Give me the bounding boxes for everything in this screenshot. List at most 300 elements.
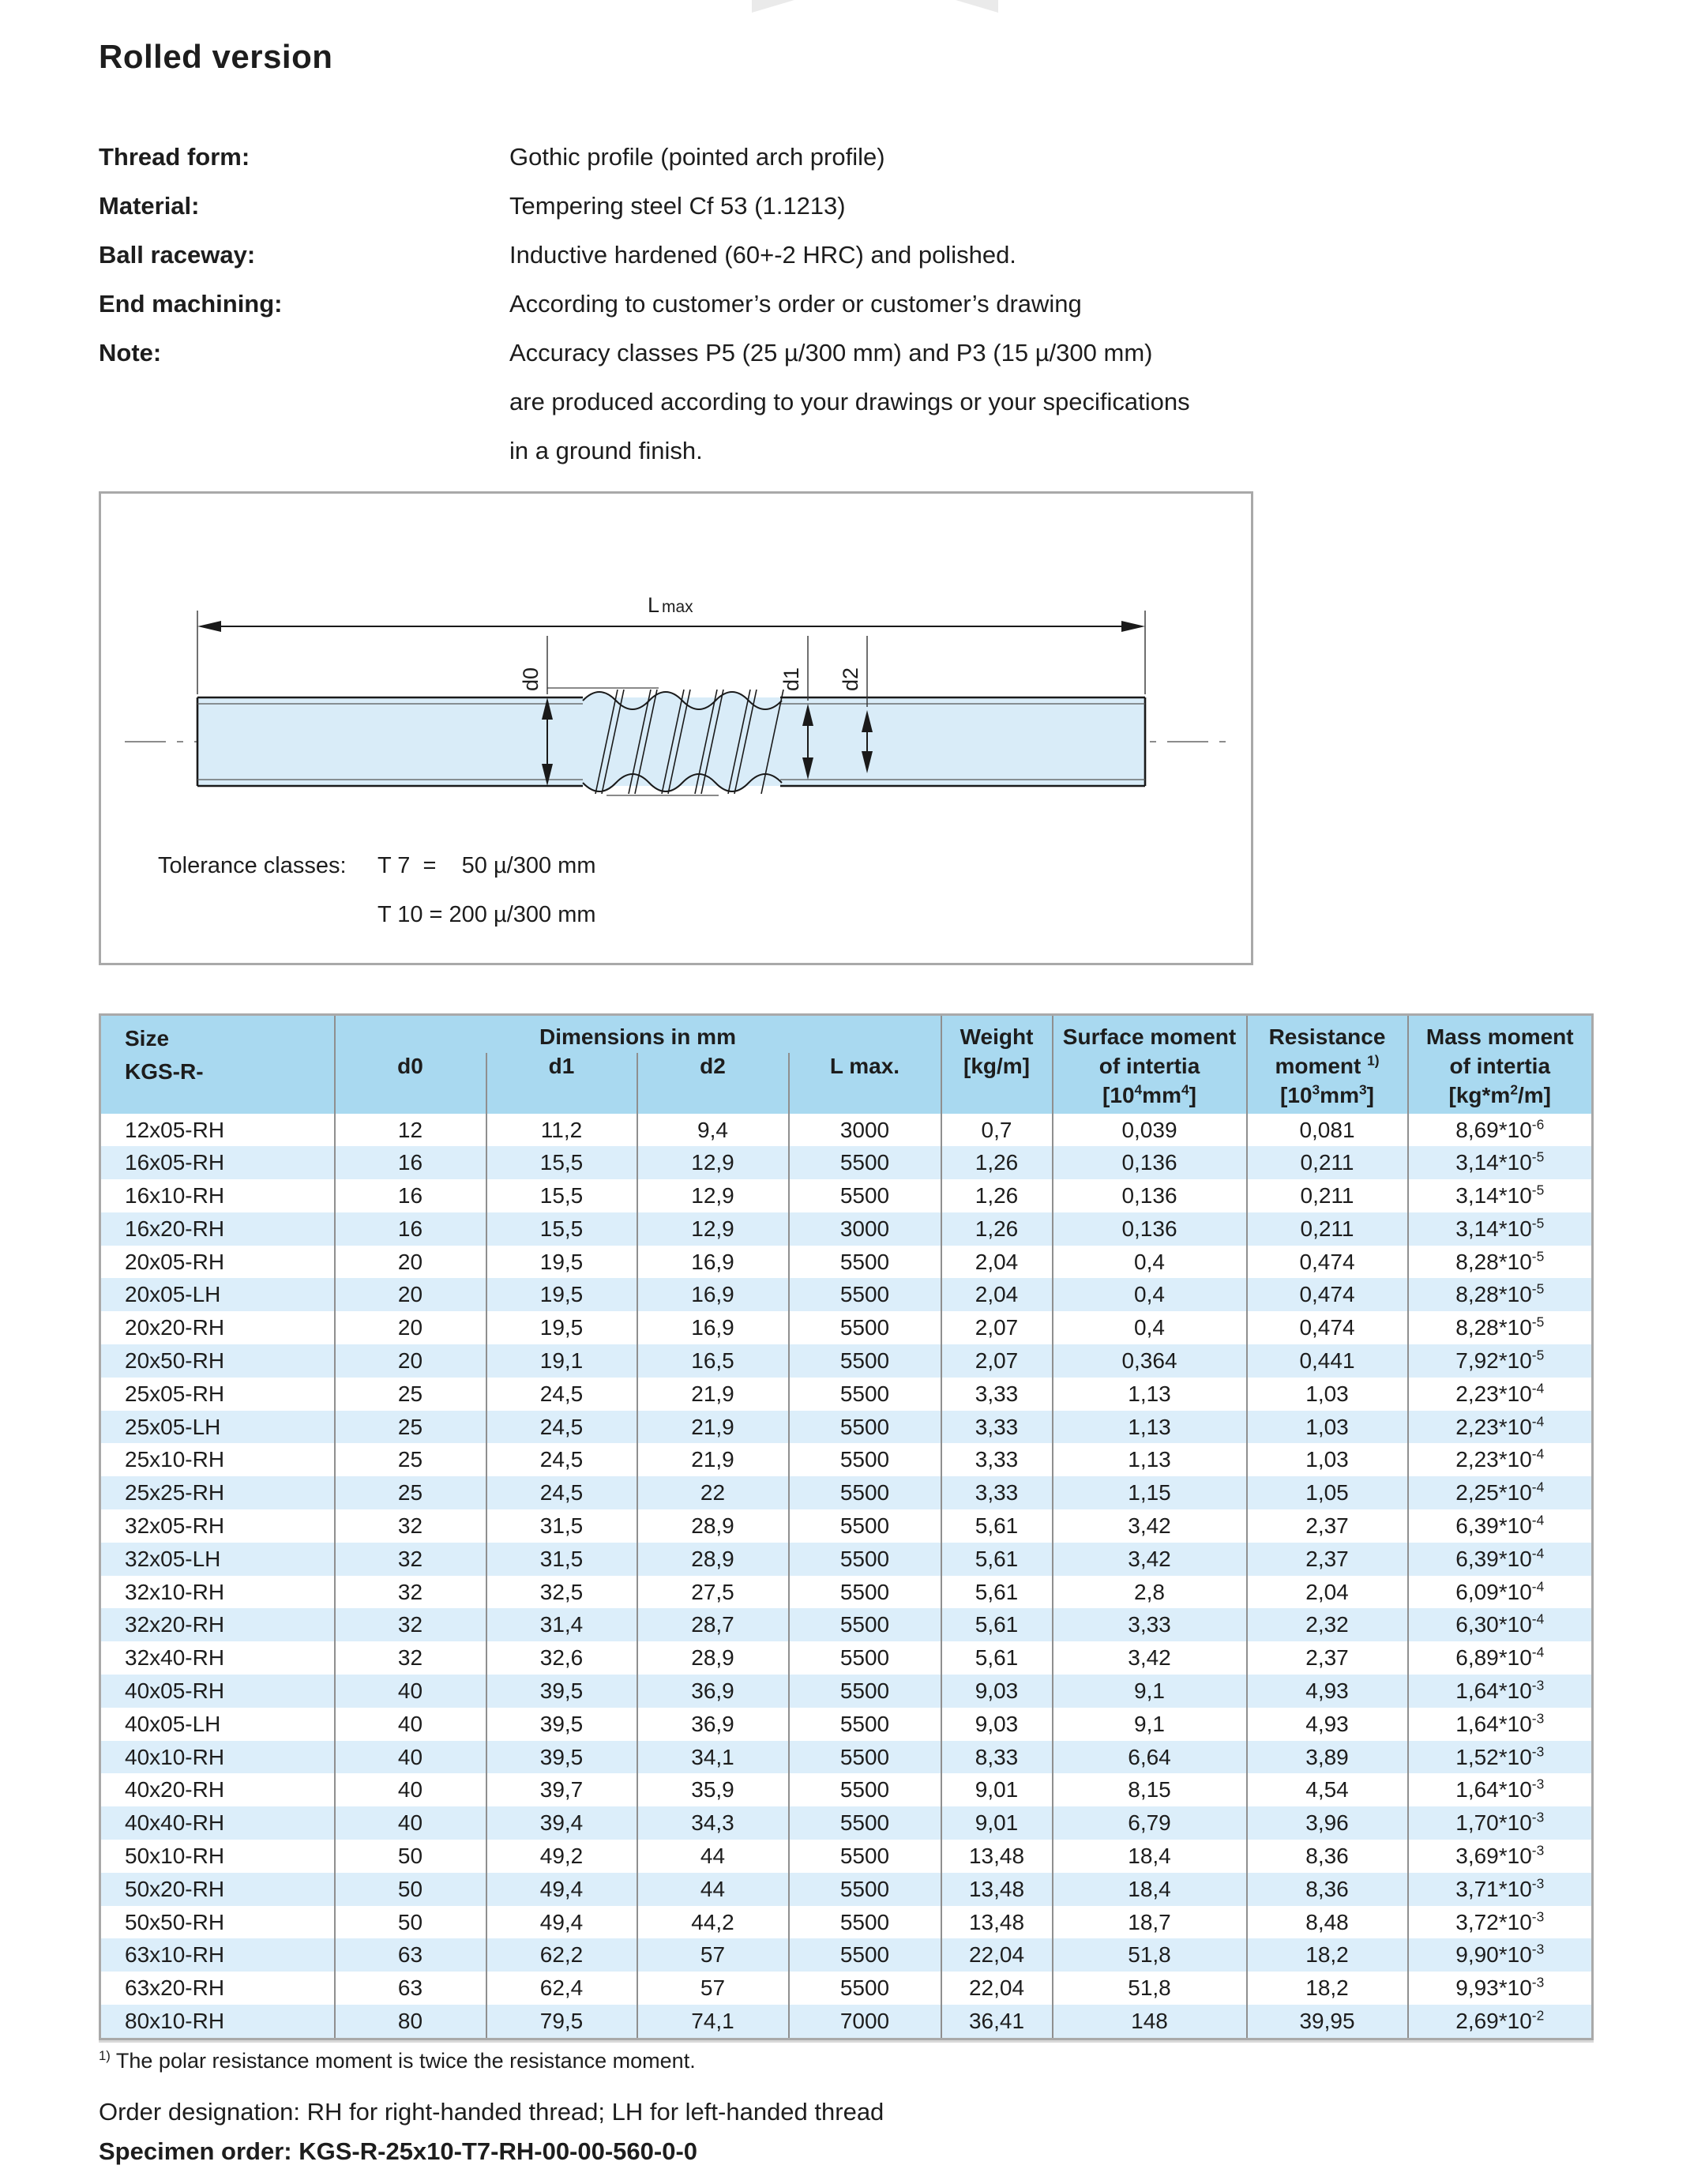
value-cell: $6,39*10^{-4}$ <box>1408 1543 1593 1576</box>
size-cell: 20x05-RH <box>125 1249 225 1274</box>
value-cell: 19,5 <box>486 1278 637 1311</box>
table-body <box>100 1114 1593 2039</box>
value-cell: 2,04 <box>941 1278 1053 1311</box>
value-cell: 63 <box>335 1972 486 2005</box>
table-row <box>100 1311 1593 1344</box>
value-cell: $2,23*10^{-4}$ <box>1408 1443 1593 1476</box>
value-cell: 25 <box>335 1443 486 1476</box>
value-cell: 5500 <box>789 1476 941 1509</box>
size-cell: 12x05-RH <box>125 1117 225 1142</box>
value-cell: 0,364 <box>1053 1344 1247 1378</box>
size-cell: 50x50-RH <box>125 1909 225 1934</box>
table-row <box>100 1378 1593 1411</box>
value-cell: $6,30*10^{-4}$ <box>1408 1608 1593 1641</box>
value-cell: 5500 <box>789 1246 941 1279</box>
value-cell: 0,136 <box>1053 1212 1247 1246</box>
value-cell: 13,48 <box>941 1840 1053 1873</box>
value-cell: 18,4 <box>1053 1840 1247 1873</box>
header-weight: Weight [kg/m] <box>941 1015 1053 1114</box>
table-row <box>100 1806 1593 1840</box>
value-cell: 62,4 <box>486 1972 637 2005</box>
value-cell: 8,36 <box>1247 1840 1408 1873</box>
value-cell: 2,04 <box>941 1246 1053 1279</box>
header-d2: d2 <box>637 1053 789 1114</box>
value-cell: 0,136 <box>1053 1146 1247 1179</box>
table-row <box>100 1212 1593 1246</box>
spec-label: End machining: <box>99 290 283 318</box>
value-cell: 28,9 <box>637 1641 789 1675</box>
value-cell: 74,1 <box>637 2005 789 2039</box>
table-row <box>100 2005 1593 2039</box>
value-cell: 12 <box>335 1114 486 1147</box>
table-row <box>100 1476 1593 1509</box>
value-cell: 1,26 <box>941 1212 1053 1246</box>
value-cell: 13,48 <box>941 1873 1053 1906</box>
value-cell: $1,64*10^{-3}$ <box>1408 1708 1593 1741</box>
d1-label: d1 <box>779 667 803 691</box>
table-row <box>100 1443 1593 1476</box>
value-cell: 6,79 <box>1053 1806 1247 1840</box>
value-cell: 4,93 <box>1247 1675 1408 1708</box>
value-cell: 9,01 <box>941 1806 1053 1840</box>
size-cell: 25x25-RH <box>125 1480 225 1505</box>
value-cell: 5500 <box>789 1146 941 1179</box>
tolerance-label: Tolerance classes: <box>158 853 347 878</box>
value-cell: $6,39*10^{-4}$ <box>1408 1509 1593 1543</box>
value-cell: 21,9 <box>637 1378 789 1411</box>
specimen-order: Specimen order: KGS-R-25x10-T7-RH-00-00-560-0-0 <box>99 2137 698 2165</box>
header-d1: d1 <box>486 1053 637 1114</box>
table-row <box>100 1411 1593 1444</box>
value-cell: 1,03 <box>1247 1411 1408 1444</box>
spec-label: Thread form: <box>99 143 250 171</box>
value-cell: 16 <box>335 1212 486 1246</box>
value-cell: 8,48 <box>1247 1906 1408 1939</box>
value-cell: 3,33 <box>1053 1608 1247 1641</box>
value-cell: 28,9 <box>637 1543 789 1576</box>
size-cell: 16x20-RH <box>125 1216 225 1241</box>
value-cell: 0,081 <box>1247 1114 1408 1147</box>
table-row <box>100 1146 1593 1179</box>
value-cell: $6,09*10^{-4}$ <box>1408 1576 1593 1609</box>
value-cell: 57 <box>637 1938 789 1972</box>
value-cell: $2,23*10^{-4}$ <box>1408 1378 1593 1411</box>
header-surface-moment: Surface moment of intertia $[10^4mm^4]$ <box>1053 1015 1247 1114</box>
table-row <box>100 1246 1593 1279</box>
value-cell: 8,36 <box>1247 1873 1408 1906</box>
value-cell: 2,07 <box>941 1311 1053 1344</box>
value-cell: 50 <box>335 1906 486 1939</box>
value-cell: 25 <box>335 1411 486 1444</box>
value-cell: 18,2 <box>1247 1938 1408 1972</box>
value-cell: 32,5 <box>486 1576 637 1609</box>
header-mass-moment: Mass moment of intertia $[kg*m^2/m]$ <box>1408 1015 1593 1114</box>
value-cell: $2,25*10^{-4}$ <box>1408 1476 1593 1509</box>
value-cell: 5,61 <box>941 1543 1053 1576</box>
value-cell: 5500 <box>789 1411 941 1444</box>
value-cell: 5500 <box>789 1378 941 1411</box>
value-cell: 4,93 <box>1247 1708 1408 1741</box>
value-cell: 9,01 <box>941 1773 1053 1806</box>
value-cell: 3,33 <box>941 1443 1053 1476</box>
value-cell: 49,4 <box>486 1873 637 1906</box>
value-cell: 9,4 <box>637 1114 789 1147</box>
d2-label: d2 <box>839 667 862 691</box>
value-cell: $8,28*10^{-5}$ <box>1408 1246 1593 1279</box>
size-cell: 25x05-LH <box>125 1414 221 1439</box>
value-cell: $3,14*10^{-5}$ <box>1408 1146 1593 1179</box>
value-cell: 1,26 <box>941 1179 1053 1212</box>
value-cell: $3,14*10^{-5}$ <box>1408 1179 1593 1212</box>
watermark-shape <box>0 0 1690 16</box>
note-extra-line: in a ground finish. <box>509 437 703 464</box>
value-cell: 5,61 <box>941 1641 1053 1675</box>
spec-value: According to customer’s order or customer’s drawing <box>509 290 1082 318</box>
screw-shaft-drawing <box>101 494 1251 841</box>
size-cell: 40x05-LH <box>125 1711 221 1736</box>
value-cell: 12,9 <box>637 1179 789 1212</box>
value-cell: 5500 <box>789 1543 941 1576</box>
table-row <box>100 1840 1593 1873</box>
size-cell: 25x05-RH <box>125 1381 225 1406</box>
value-cell: 11,2 <box>486 1114 637 1147</box>
lmax-dimension <box>197 593 1145 694</box>
value-cell: 21,9 <box>637 1411 789 1444</box>
value-cell: $2,23*10^{-4}$ <box>1408 1411 1593 1444</box>
header-lmax: L max. <box>789 1053 941 1114</box>
value-cell: 12,9 <box>637 1146 789 1179</box>
size-cell: 32x20-RH <box>125 1612 225 1637</box>
table-row <box>100 1179 1593 1212</box>
spec-row <box>99 133 1190 182</box>
value-cell: 36,9 <box>637 1675 789 1708</box>
table-row <box>100 1543 1593 1576</box>
value-cell: 5,61 <box>941 1509 1053 1543</box>
table-row <box>100 1773 1593 1806</box>
value-cell: 63 <box>335 1938 486 1972</box>
value-cell: 2,04 <box>1247 1576 1408 1609</box>
value-cell: 0,441 <box>1247 1344 1408 1378</box>
value-cell: 44 <box>637 1873 789 1906</box>
value-cell: 3,33 <box>941 1378 1053 1411</box>
size-cell: 80x10-RH <box>125 2009 225 2034</box>
value-cell: 3,42 <box>1053 1509 1247 1543</box>
value-cell: 0,4 <box>1053 1278 1247 1311</box>
order-designation: Order designation: RH for right-handed thread; LH for left-handed thread <box>99 2098 884 2126</box>
value-cell: 50 <box>335 1873 486 1906</box>
value-cell: $7,92*10^{-5}$ <box>1408 1344 1593 1378</box>
value-cell: 0,136 <box>1053 1179 1247 1212</box>
spec-value: Tempering steel Cf 53 (1.1213) <box>509 192 846 220</box>
table-header <box>100 1015 1593 1114</box>
value-cell: 31,5 <box>486 1509 637 1543</box>
value-cell: 24,5 <box>486 1411 637 1444</box>
spec-row <box>99 182 1190 231</box>
value-cell: 27,5 <box>637 1576 789 1609</box>
value-cell: 31,5 <box>486 1543 637 1576</box>
value-cell: 32 <box>335 1641 486 1675</box>
value-cell: 5500 <box>789 1675 941 1708</box>
size-cell: 50x20-RH <box>125 1876 225 1901</box>
value-cell: 5500 <box>789 1608 941 1641</box>
value-cell: 5500 <box>789 1806 941 1840</box>
value-cell: 39,5 <box>486 1708 637 1741</box>
tolerance-line-2: T 10 = 200 µ/300 mm <box>377 902 596 927</box>
spec-row <box>99 329 1190 378</box>
value-cell: 3,89 <box>1247 1741 1408 1774</box>
value-cell: 3,33 <box>941 1476 1053 1509</box>
value-cell: 5500 <box>789 1741 941 1774</box>
size-cell: 25x10-RH <box>125 1447 225 1472</box>
value-cell: 22,04 <box>941 1972 1053 2005</box>
value-cell: 19,5 <box>486 1246 637 1279</box>
value-cell: 40 <box>335 1741 486 1774</box>
size-cell: 20x50-RH <box>125 1348 225 1374</box>
value-cell: 16 <box>335 1146 486 1179</box>
value-cell: 24,5 <box>486 1443 637 1476</box>
value-cell: 28,9 <box>637 1509 789 1543</box>
value-cell: 57 <box>637 1972 789 2005</box>
value-cell: 36,9 <box>637 1708 789 1741</box>
value-cell: 62,2 <box>486 1938 637 1972</box>
value-cell: 1,13 <box>1053 1443 1247 1476</box>
value-cell: 32 <box>335 1509 486 1543</box>
value-cell: 21,9 <box>637 1443 789 1476</box>
spec-row <box>99 231 1190 280</box>
value-cell: 20 <box>335 1278 486 1311</box>
size-cell: 63x20-RH <box>125 1975 225 2001</box>
header-dimensions-group: Dimensions in mm <box>335 1015 941 1053</box>
size-cell: 20x20-RH <box>125 1315 225 1340</box>
value-cell: 0,211 <box>1247 1179 1408 1212</box>
dimension-table <box>99 1013 1594 2040</box>
d0-label: d0 <box>519 667 543 691</box>
value-cell: 148 <box>1053 2005 1247 2039</box>
value-cell: 19,1 <box>486 1344 637 1378</box>
value-cell: 36,41 <box>941 2005 1053 2039</box>
value-cell: $3,69*10^{-3}$ <box>1408 1840 1593 1873</box>
value-cell: 8,33 <box>941 1741 1053 1774</box>
value-cell: 15,5 <box>486 1212 637 1246</box>
value-cell: 0,474 <box>1247 1311 1408 1344</box>
table-row <box>100 1641 1593 1675</box>
value-cell: 4,54 <box>1247 1773 1408 1806</box>
value-cell: 15,5 <box>486 1179 637 1212</box>
value-cell: $1,64*10^{-3}$ <box>1408 1675 1593 1708</box>
size-cell: 32x05-LH <box>125 1546 221 1571</box>
table-row <box>100 1675 1593 1708</box>
size-cell: 40x40-RH <box>125 1810 225 1836</box>
value-cell: 1,05 <box>1247 1476 1408 1509</box>
value-cell: 20 <box>335 1344 486 1378</box>
value-cell: $8,28*10^{-5}$ <box>1408 1311 1593 1344</box>
value-cell: 2,37 <box>1247 1509 1408 1543</box>
value-cell: $1,70*10^{-3}$ <box>1408 1806 1593 1840</box>
value-cell: 2,37 <box>1247 1641 1408 1675</box>
value-cell: 5,61 <box>941 1576 1053 1609</box>
value-cell: 5500 <box>789 1641 941 1675</box>
size-cell: 40x20-RH <box>125 1777 225 1802</box>
value-cell: 18,7 <box>1053 1906 1247 1939</box>
value-cell: 25 <box>335 1476 486 1509</box>
value-cell: 5500 <box>789 1311 941 1344</box>
value-cell: 49,2 <box>486 1840 637 1873</box>
value-cell: 34,3 <box>637 1806 789 1840</box>
lmax-sub-label: max <box>662 598 693 616</box>
value-cell: 40 <box>335 1675 486 1708</box>
table-row <box>100 1741 1593 1774</box>
value-cell: 1,03 <box>1247 1443 1408 1476</box>
value-cell: 5500 <box>789 1509 941 1543</box>
spec-row <box>99 427 1190 476</box>
value-cell: 39,5 <box>486 1675 637 1708</box>
value-cell: 0,7 <box>941 1114 1053 1147</box>
value-cell: 19,5 <box>486 1311 637 1344</box>
value-cell: 5500 <box>789 1873 941 1906</box>
value-cell: $8,28*10^{-5}$ <box>1408 1278 1593 1311</box>
value-cell: 6,64 <box>1053 1741 1247 1774</box>
header-size: Size KGS-R- <box>100 1015 335 1114</box>
value-cell: $6,89*10^{-4}$ <box>1408 1641 1593 1675</box>
value-cell: 24,5 <box>486 1476 637 1509</box>
value-cell: 3,33 <box>941 1411 1053 1444</box>
value-cell: 2,8 <box>1053 1576 1247 1609</box>
table-row <box>100 1114 1593 1147</box>
spec-label: Note: <box>99 339 162 367</box>
value-cell: 5500 <box>789 1344 941 1378</box>
value-cell: $9,93*10^{-3}$ <box>1408 1972 1593 2005</box>
header-d0: d0 <box>335 1053 486 1114</box>
note-extra-line: are produced according to your drawings or your specifications <box>509 388 1190 415</box>
value-cell: 9,03 <box>941 1675 1053 1708</box>
value-cell: 35,9 <box>637 1773 789 1806</box>
value-cell: $1,52*10^{-3}$ <box>1408 1741 1593 1774</box>
value-cell: 40 <box>335 1708 486 1741</box>
value-cell: 32 <box>335 1608 486 1641</box>
value-cell: 3000 <box>789 1114 941 1147</box>
size-cell: 50x10-RH <box>125 1844 225 1869</box>
value-cell: $3,14*10^{-5}$ <box>1408 1212 1593 1246</box>
value-cell: 5500 <box>789 1179 941 1212</box>
spec-label: Ball raceway: <box>99 241 256 269</box>
value-cell: 0,039 <box>1053 1114 1247 1147</box>
value-cell: 25 <box>335 1378 486 1411</box>
value-cell: $9,90*10^{-3}$ <box>1408 1938 1593 1972</box>
value-cell: 16 <box>335 1179 486 1212</box>
value-cell: 3,42 <box>1053 1543 1247 1576</box>
value-cell: 28,7 <box>637 1608 789 1641</box>
value-cell: 49,4 <box>486 1906 637 1939</box>
value-cell: 13,48 <box>941 1906 1053 1939</box>
value-cell: 1,26 <box>941 1146 1053 1179</box>
value-cell: 79,5 <box>486 2005 637 2039</box>
value-cell: 40 <box>335 1806 486 1840</box>
table-row <box>100 1708 1593 1741</box>
value-cell: 1,13 <box>1053 1378 1247 1411</box>
value-cell: 3,96 <box>1247 1806 1408 1840</box>
size-cell: 63x10-RH <box>125 1942 225 1968</box>
value-cell: 5500 <box>789 1972 941 2005</box>
value-cell: 34,1 <box>637 1741 789 1774</box>
table-row <box>100 1873 1593 1906</box>
value-cell: 39,5 <box>486 1741 637 1774</box>
value-cell: 0,474 <box>1247 1278 1408 1311</box>
size-cell: 32x10-RH <box>125 1579 225 1604</box>
value-cell: 51,8 <box>1053 1972 1247 2005</box>
spec-row <box>99 378 1190 427</box>
value-cell: 8,15 <box>1053 1773 1247 1806</box>
value-cell: $1,64*10^{-3}$ <box>1408 1773 1593 1806</box>
value-cell: 0,211 <box>1247 1212 1408 1246</box>
value-cell: 5500 <box>789 1708 941 1741</box>
technical-drawing <box>99 491 1253 965</box>
value-cell: 16,5 <box>637 1344 789 1378</box>
value-cell: 1,15 <box>1053 1476 1247 1509</box>
value-cell: 51,8 <box>1053 1938 1247 1972</box>
value-cell: 5500 <box>789 1278 941 1311</box>
size-cell: 20x05-LH <box>125 1282 221 1307</box>
value-cell: 2,37 <box>1247 1543 1408 1576</box>
value-cell: 39,95 <box>1247 2005 1408 2039</box>
value-cell: 18,4 <box>1053 1873 1247 1906</box>
value-cell: 5500 <box>789 1840 941 1873</box>
value-cell: 16,9 <box>637 1246 789 1279</box>
value-cell: 24,5 <box>486 1378 637 1411</box>
value-cell: 32 <box>335 1543 486 1576</box>
value-cell: 39,4 <box>486 1806 637 1840</box>
table-row <box>100 1938 1593 1972</box>
size-cell: 32x05-RH <box>125 1513 225 1539</box>
spec-label: Material: <box>99 192 200 220</box>
header-resistance-moment: Resistance moment $^{1)}$ $[10^3mm^3]$ <box>1247 1015 1408 1114</box>
value-cell: 18,2 <box>1247 1972 1408 2005</box>
value-cell: 0,4 <box>1053 1311 1247 1344</box>
value-cell: 5500 <box>789 1906 941 1939</box>
spec-row <box>99 280 1190 329</box>
value-cell: 44 <box>637 1840 789 1873</box>
table-row <box>100 1509 1593 1543</box>
lmax-label: L <box>648 593 660 617</box>
value-cell: 22,04 <box>941 1938 1053 1972</box>
value-cell: 20 <box>335 1311 486 1344</box>
value-cell: 3000 <box>789 1212 941 1246</box>
table-row <box>100 1278 1593 1311</box>
value-cell: 80 <box>335 2005 486 2039</box>
value-cell: 5500 <box>789 1773 941 1806</box>
value-cell: 2,07 <box>941 1344 1053 1378</box>
value-cell: 22 <box>637 1476 789 1509</box>
value-cell: 3,42 <box>1053 1641 1247 1675</box>
value-cell: 5500 <box>789 1938 941 1972</box>
spec-value: Accuracy classes P5 (25 µ/300 mm) and P3 (15 µ/300 mm) <box>509 339 1153 367</box>
size-cell: 40x10-RH <box>125 1744 225 1769</box>
value-cell: 44,2 <box>637 1906 789 1939</box>
value-cell: 1,03 <box>1247 1378 1408 1411</box>
page-title: Rolled version <box>99 38 333 75</box>
value-cell: 5500 <box>789 1576 941 1609</box>
table-row <box>100 1608 1593 1641</box>
value-cell: 0,211 <box>1247 1146 1408 1179</box>
table-row <box>100 1576 1593 1609</box>
value-cell: 50 <box>335 1840 486 1873</box>
value-cell: 32 <box>335 1576 486 1609</box>
value-cell: 5,61 <box>941 1608 1053 1641</box>
value-cell: 31,4 <box>486 1608 637 1641</box>
size-cell: 40x05-RH <box>125 1678 225 1704</box>
value-cell: 5500 <box>789 1443 941 1476</box>
value-cell: 20 <box>335 1246 486 1279</box>
size-cell: 32x40-RH <box>125 1645 225 1671</box>
